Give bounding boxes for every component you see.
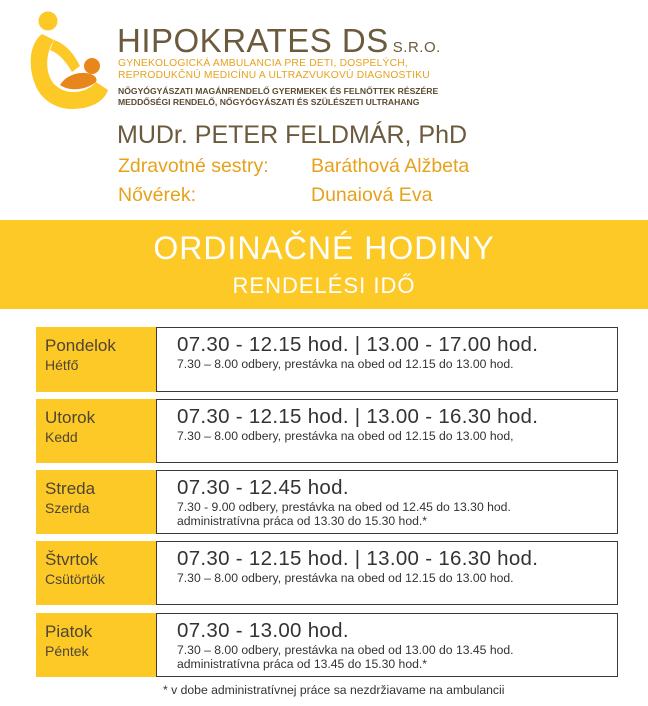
day-name-hu: Csütörtök xyxy=(45,571,105,587)
tagline-line: MEDDŐSÉGI RENDELŐ, NŐGYÓGYÁSZATI ÉS SZÜLÉSZETI ULTRAHANG xyxy=(118,97,420,107)
staff-label: Zdravotné sestry: xyxy=(118,155,269,177)
hours-box xyxy=(156,399,618,463)
staff-name: Baráthová Alžbeta xyxy=(311,155,470,177)
hours-main: 07.30 - 12.45 hod. xyxy=(177,476,349,499)
hours-box xyxy=(156,470,618,534)
doctor-name: MUDr. PETER FELDMÁR, PhD xyxy=(117,121,468,149)
day-label xyxy=(36,399,156,463)
mother-child-logo-icon xyxy=(26,8,110,112)
tagline-hungarian xyxy=(118,86,438,108)
tagline-line: NŐGYÓGYÁSZATI MAGÁNRENDELŐ GYERMEKEK ÉS FELNŐTTEK RÉSZÉRE xyxy=(118,86,439,96)
hours-box xyxy=(156,327,618,392)
schedule-row-tuesday xyxy=(36,399,618,463)
hours-box xyxy=(156,613,618,677)
office-hours-banner xyxy=(0,220,648,309)
staff-label: Nővérek: xyxy=(118,184,197,206)
footnote: * v dobe administratívnej práce sa nezdržiavame na ambulancii xyxy=(163,683,505,697)
day-name-sk: Streda xyxy=(45,479,96,498)
tagline-line: REPRODUKČNÚ MEDICÍNU A ULTRAZVUKOVÚ DIAGNOSTIKU xyxy=(118,70,430,81)
day-name-sk: Pondelok xyxy=(45,336,116,355)
staff-name: Dunaiová Eva xyxy=(311,184,433,206)
hours-note: administratívna práca od 13.45 do 15.30 hod.* xyxy=(177,657,428,671)
day-label xyxy=(36,327,156,392)
staff-row-nurses-sk xyxy=(118,155,469,178)
company-suffix: S.R.O. xyxy=(392,39,441,56)
schedule-row-thursday xyxy=(36,541,618,605)
schedule-row-wednesday xyxy=(36,470,618,534)
day-name-hu: Szerda xyxy=(45,500,90,516)
hours-note: administratívna práca od 13.30 do 15.30 hod.* xyxy=(177,514,428,528)
hours-box xyxy=(156,541,618,605)
day-label xyxy=(36,470,156,534)
day-label xyxy=(36,541,156,605)
hours-note: 7.30 - 9.00 odbery, prestávka na obed od 12.45 do 13.30 hod. xyxy=(177,500,511,514)
hours-note: 7.30 – 8.00 odbery, prestávka na obed od 12.15 do 13.00 hod. xyxy=(177,357,514,371)
schedule-row-monday xyxy=(36,327,618,392)
day-name-sk: Utorok xyxy=(45,408,96,427)
hours-note: 7.30 – 8.00 odbery, prestávka na obed od 12.15 do 13.00 hod, xyxy=(177,429,514,443)
banner-subtitle: RENDELÉSI IDŐ xyxy=(232,273,416,298)
day-name-sk: Piatok xyxy=(45,622,93,641)
day-name-hu: Hétfő xyxy=(45,357,79,373)
banner-title: ORDINAČNÉ HODINY xyxy=(153,230,495,266)
schedule-row-friday xyxy=(36,613,618,677)
hours-note: 7.30 – 8.00 odbery, prestávka na obed od 13.00 do 13.45 hod. xyxy=(177,643,514,657)
day-name-hu: Péntek xyxy=(45,643,89,659)
hours-main: 07.30 - 13.00 hod. xyxy=(177,619,349,642)
tagline-slovak xyxy=(118,58,430,82)
staff-row-nurses-hu xyxy=(118,184,432,207)
day-name-hu: Kedd xyxy=(45,429,78,445)
tagline-line: GYNEKOLOGICKÁ AMBULANCIA PRE DETI, DOSPELÝCH, xyxy=(118,58,408,69)
hours-main: 07.30 - 12.15 hod. | 13.00 - 16.30 hod. xyxy=(177,405,539,428)
hours-main: 07.30 - 12.15 hod. | 13.00 - 16.30 hod. xyxy=(177,547,539,570)
company-name: HIPOKRATES DS S.R.O. xyxy=(117,22,441,59)
hours-note: 7.30 – 8.00 odbery, prestávka na obed od 12.15 do 13.00 hod. xyxy=(177,571,514,585)
hours-main: 07.30 - 12.15 hod. | 13.00 - 17.00 hod. xyxy=(177,333,539,356)
day-label xyxy=(36,613,156,677)
day-name-sk: Štvrtok xyxy=(45,550,98,569)
